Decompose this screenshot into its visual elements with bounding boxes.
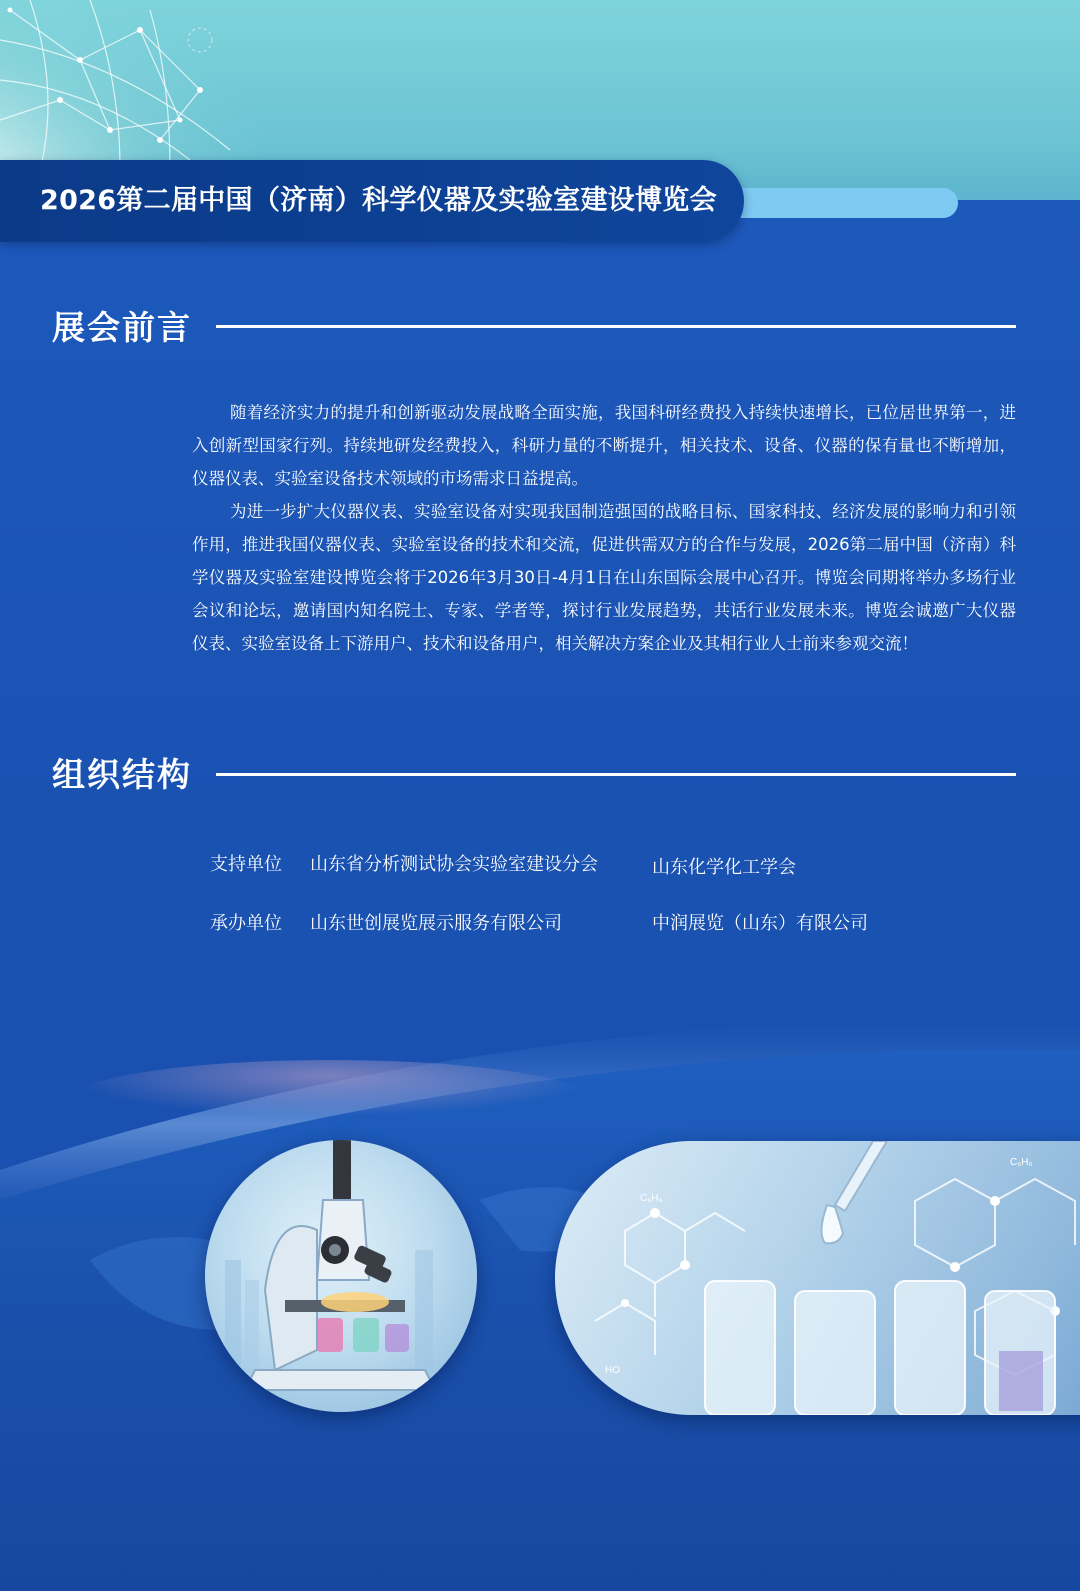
page-title: 2026第二届中国（济南）科学仪器及实验室建设博览会 [40,185,717,216]
laboratory-chemistry-photo [555,1141,1080,1415]
intro-heading: 展会前言 [52,308,192,347]
intro-paragraph: 为进一步扩大仪器仪表、实验室设备对实现我国制造强国的战略目标、国家科技、经济发展的影响力和引领作用，推进我国仪器仪表、实验室设备的技术和交流，促进供需双方的合作与发展，2026第二届中国（济南）科学仪器及实验室建设博览会将于2026年3月30日-4月1日在山东国际会展中心召开。博览会同期将举办多场行业会议和论坛，邀请国内知名院士、专家、学者等，探讨行业发展趋势，共话行业发展未来。博览会诚邀广大仪器仪表、实验室设备上下游用户、技术和设备用户，相关解决方案企业及其相行业人士前来参观交流！ [192,502,1016,653]
molecule-label: C₆H₆ [1010,1157,1033,1168]
molecule-label: C₆H₆ [640,1193,663,1204]
intro-paragraph: 随着经济实力的提升和创新驱动发展战略全面实施，我国科研经费投入持续快速增长，已位居世界第一，进入创新型国家行列。持续地研发经费投入，科研力量的不断提升，相关技术、设备、仪器的保有量也不断增加，仪器仪表、实验室设备技术领域的市场需求日益提高。 [192,403,1016,488]
organizer-unit-label: 承办单位 [210,913,282,934]
intro-heading-divider [216,325,1016,328]
molecule-label: HO [605,1365,620,1376]
supporting-unit-org: 山东化学化工学会 [652,857,796,878]
microscope-photo [205,1140,477,1412]
organizer-unit-org: 中润展览（山东）有限公司 [652,913,868,934]
title-banner [0,160,744,242]
organization-heading-divider [216,773,1016,776]
organizer-unit-org: 山东世创展览展示服务有限公司 [310,913,562,934]
microscope-icon [205,1140,477,1412]
intro-text [192,396,1016,660]
globe-network-icon [0,0,300,170]
supporting-unit-org: 山东省分析测试协会实验室建设分会 [310,854,598,875]
organization-heading: 组织结构 [52,755,192,794]
supporting-unit-label: 支持单位 [210,854,282,875]
molecule-dropper-icon [555,1141,1080,1415]
